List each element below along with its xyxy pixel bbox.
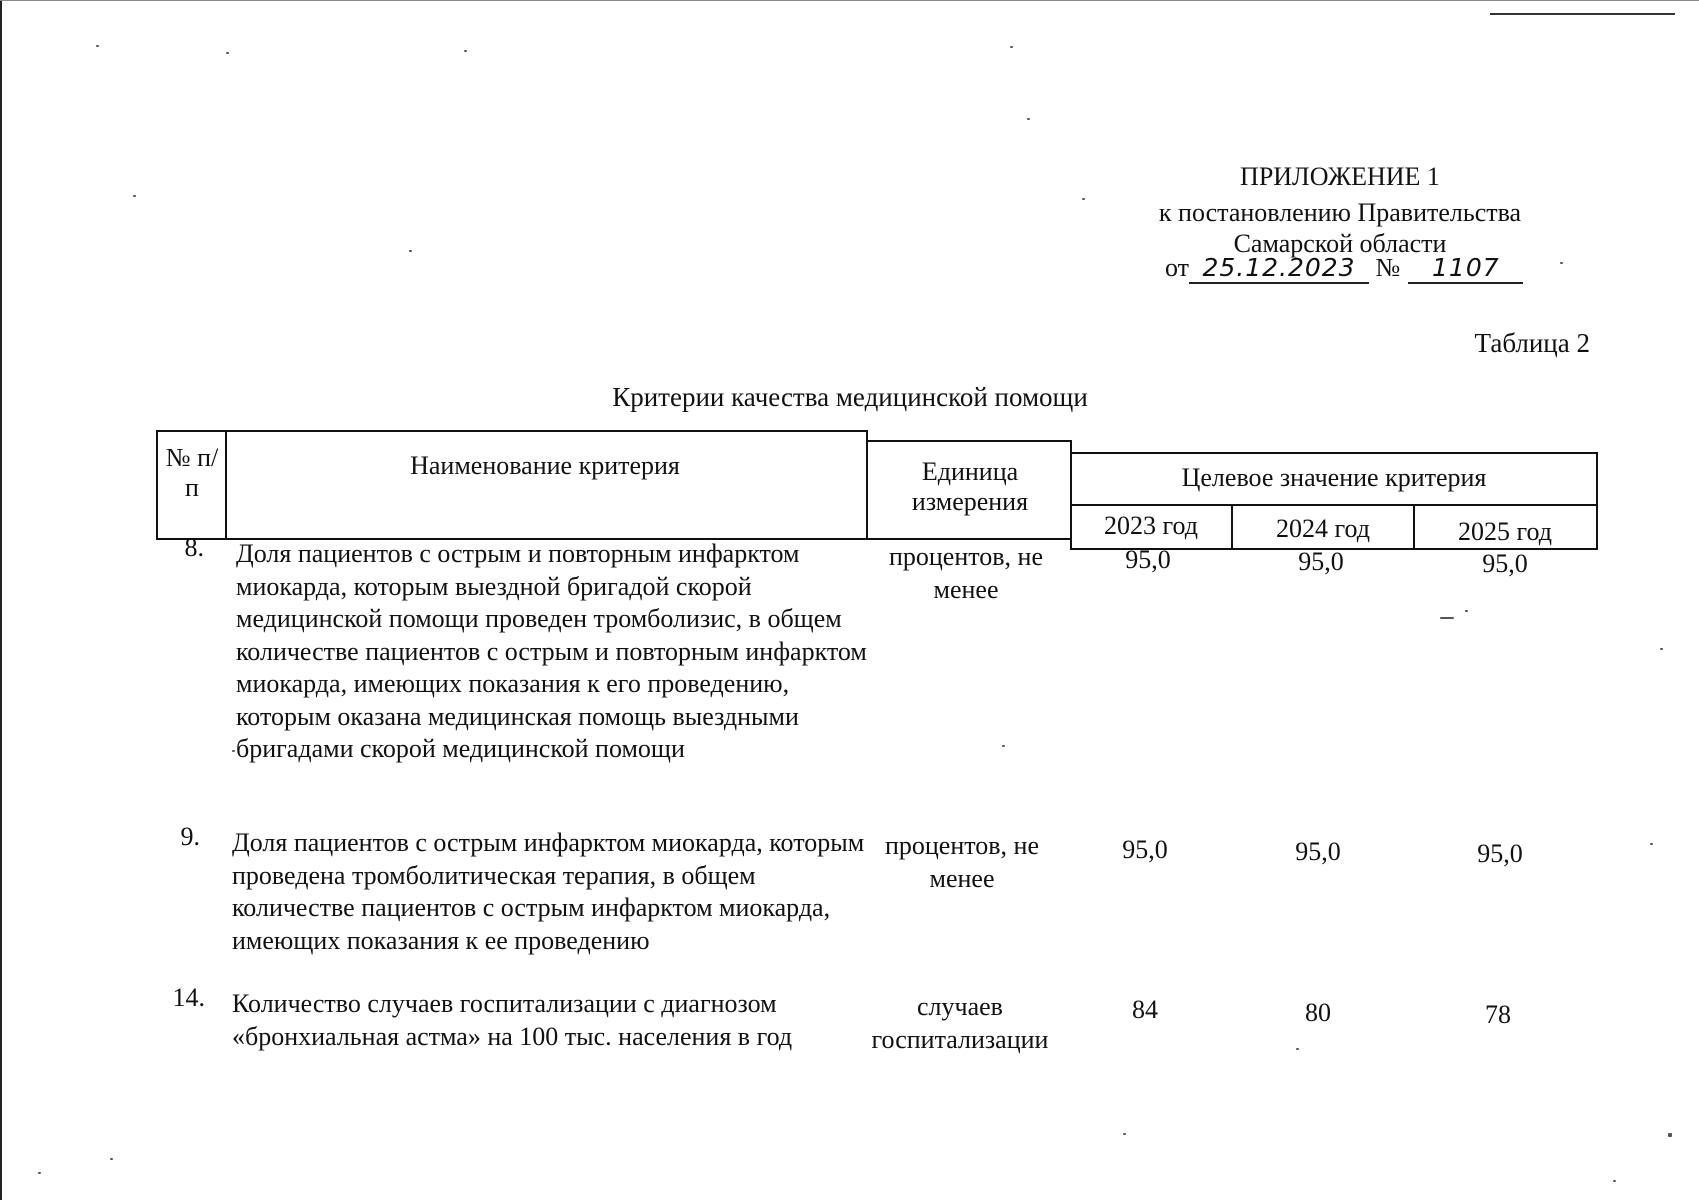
scan-speck: [110, 1158, 113, 1160]
scan-speck: [409, 250, 412, 252]
scan-edge: [0, 0, 2, 1200]
header-cell-name: [225, 430, 868, 540]
row-value-2025: 95,0: [1477, 839, 1523, 868]
row-criterion-name: Количество случаев госпитализации с диагнозом «бронхиальная астма» на 100 тыс. населения в год: [232, 989, 793, 1051]
scan-speck: [1465, 610, 1468, 612]
scan-speck: [133, 195, 136, 197]
scan-speck: [232, 750, 235, 752]
row-value-2025: 78: [1485, 1000, 1511, 1029]
appendix-reference: [1165, 253, 1523, 284]
scan-speck: [96, 45, 99, 47]
appendix-line2: Самарской области: [1233, 229, 1447, 258]
header-unit: Единица измерения: [911, 457, 1029, 516]
scan-speck: [1082, 198, 1085, 200]
row-value-2024: 95,0: [1295, 837, 1341, 866]
header-year-2025: 2025 год: [1458, 517, 1552, 546]
handwritten-date: 25.12.2023: [1189, 254, 1369, 284]
header-target: Целевое значение критерия: [1181, 463, 1487, 492]
appendix-line1: к постановлению Правительства: [1158, 198, 1522, 227]
header-year-2023: 2023 год: [1104, 511, 1198, 540]
table-title: Критерии качества медицинской помощи: [612, 382, 1088, 412]
scan-speck: [1613, 1180, 1616, 1182]
row-unit: случаев госпитализации: [871, 992, 1049, 1054]
scan-speck: [1650, 843, 1653, 845]
scan-edge-top: [0, 0, 1699, 1]
scan-speck: [1296, 1048, 1299, 1050]
scan-speck: [1027, 118, 1030, 120]
row-value-2025: 95,0: [1482, 549, 1528, 578]
scan-speck: [1440, 617, 1454, 619]
header-name: Наименование критерия: [410, 451, 680, 480]
appendix-title: ПРИЛОЖЕНИЕ 1: [1240, 162, 1440, 191]
row-value-2024: 80: [1305, 998, 1331, 1027]
row-criterion-name: Доля пациентов с острым и повторным инфарктом миокарда, которым выездной бригадой скорой медицинской помощи проведен тромболизис, в общем количестве пациентов с острым и повторным инфарктом миокарда, имеющих показания к его проведению, которым оказана медицинская помощь выездными бригадами скорой медицинской помощи: [236, 539, 867, 763]
scan-speck: [1002, 745, 1005, 747]
handwritten-number: 1107: [1408, 254, 1523, 284]
table-number: Таблица 2: [1474, 328, 1590, 358]
row-number: 14.: [172, 983, 205, 1012]
row-value-2023: 95,0: [1122, 835, 1168, 864]
header-num: № п/п: [165, 443, 219, 502]
header-year-2024: 2024 год: [1276, 514, 1370, 543]
scan-speck: [1560, 262, 1563, 264]
scan-speck: [464, 50, 467, 52]
scan-speck: [38, 1172, 41, 1174]
scan-speck: [226, 52, 229, 54]
scan-speck: [1668, 1133, 1672, 1137]
row-unit: процентов, не менее: [888, 542, 1044, 604]
scan-speck: [1123, 1133, 1126, 1135]
row-value-2023: 95,0: [1125, 545, 1171, 574]
row-value-2023: 84: [1132, 995, 1158, 1024]
from-label: от: [1165, 253, 1190, 282]
row-value-2024: 95,0: [1298, 547, 1344, 576]
row-number: 9.: [180, 822, 200, 851]
number-label: №: [1375, 253, 1401, 282]
scan-speck: [1660, 648, 1663, 650]
row-number: 8.: [184, 533, 204, 562]
scan-speck: [1010, 46, 1013, 48]
top-rule-line: [1490, 13, 1675, 15]
row-unit: процентов, не менее: [884, 831, 1040, 893]
row-criterion-name: Доля пациентов с острым инфарктом миокарда, которым проведена тромболитическая терапия, в общем количестве пациентов с острым инфарктом миокарда, имеющих показания к ее проведению: [232, 828, 865, 955]
